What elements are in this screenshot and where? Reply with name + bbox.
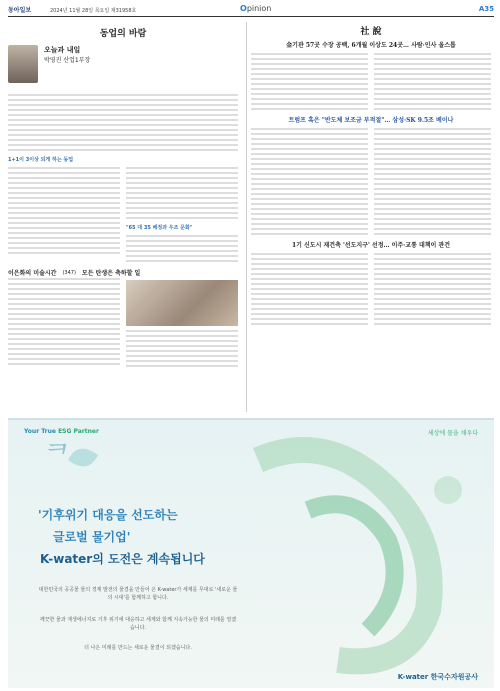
column-title: 동업의 바람	[99, 29, 147, 39]
editorial-headline-2: 트럼프 혹은 "반도체 보조금 부적절"… 삼성·SK 9.5조 베이나	[288, 117, 454, 124]
ad-headline-2: 글로벌 물기업'	[53, 530, 131, 544]
art-column-body-2	[126, 329, 238, 369]
editorial-3-body-a	[251, 252, 368, 327]
newspaper-logo: 동아일보	[8, 7, 32, 14]
column-area	[8, 22, 238, 412]
editorial-1-body-b	[374, 52, 491, 112]
editorial-3-body-b	[374, 252, 491, 327]
advertisement	[8, 418, 494, 688]
column-subhead-1: 1+1이 3이상 되게 하는 동업	[8, 157, 74, 163]
editorial-headline-1: 金기관 57곳 수장 공백, 6개월 이상도 24곳… 사람·인사 올스톱	[286, 42, 456, 49]
page-header	[8, 4, 494, 17]
svg-text:ᄏ: ᄏ	[43, 441, 72, 476]
art-column-tag: 이은화의 미술시간	[8, 270, 57, 277]
painting-image	[126, 280, 238, 326]
column-body-1	[8, 93, 238, 153]
author-profile	[8, 45, 238, 89]
issue-date: 2024년 11월 28일 목요일 제31958호	[50, 8, 137, 14]
editorial-area	[246, 22, 495, 412]
editorial-2-body-b	[374, 127, 491, 237]
ad-body-2: 깨끗한 물과 재생에너지로 기후 위기에 대응하고 세계와 함께 지속가능한 물의 미래를 열겠습니다.	[39, 617, 237, 631]
editorial-1-body-a	[251, 52, 368, 112]
editorial-2-body-a	[251, 127, 368, 237]
editorial-label: 社 說	[360, 27, 382, 37]
column-subhead-2: "65 대 35 배정과 우조 문화"	[126, 225, 193, 231]
ad-headline-1: '기후위기 대응을 선도하는	[38, 508, 178, 522]
ad-headline-3: K-water의 도전은 계속됩니다	[40, 552, 205, 566]
ad-partner-line: Your True ESG Partner	[24, 428, 99, 435]
ad-slogan: 세상에 물을 채우다	[427, 430, 478, 437]
column-body-4	[126, 234, 238, 262]
column-series: 오늘과 내일	[44, 46, 81, 54]
column-body-3	[126, 166, 238, 221]
art-column-headline: 모든 탄생은 축하할 일	[81, 270, 141, 277]
section-title: Opinion	[240, 4, 272, 13]
editorial-headline-3: 1기 신도시 재건축 '선도지구' 선정… 이주·교통 대책이 관건	[291, 242, 451, 249]
page-number: A35	[478, 5, 494, 13]
author-name: 박영진 산업1부장	[44, 57, 91, 64]
author-photo	[8, 45, 38, 83]
ad-body-3: 더 나은 미래를 만드는 새로운 물결이 되겠습니다.	[84, 645, 192, 651]
ad-brand-logo: K-water 한국수자원공사	[397, 673, 478, 681]
art-column-header: 이은화의 미술시간 (347) 모든 탄생은 축하할 일	[8, 269, 141, 277]
ad-body-1: 대한민국의 공공물 물의 경제 발전의 물결을 만들어 온 K-water가 세계를 무대로 '새로운 물의 시대'를 함께하고 합니다.	[38, 587, 238, 601]
art-column-body-1	[8, 277, 120, 367]
column-body-2	[8, 166, 120, 256]
